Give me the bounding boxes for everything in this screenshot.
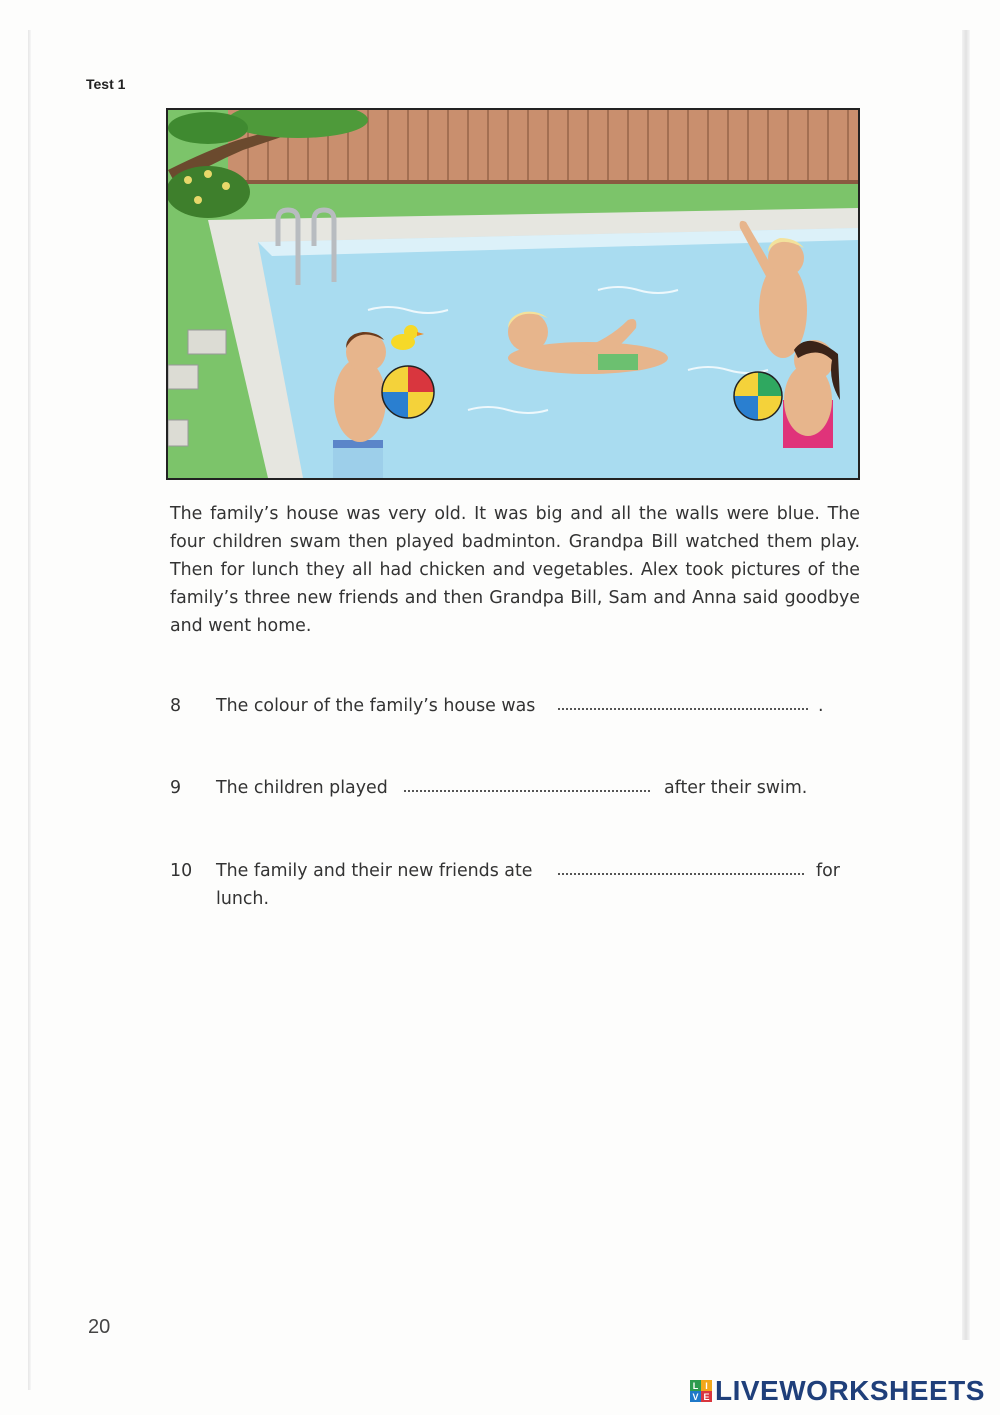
question-10 — [170, 857, 860, 917]
logo-tile: I — [701, 1380, 712, 1391]
page-edge-right — [962, 30, 970, 1340]
answer-blank-9[interactable] — [404, 790, 650, 792]
question-text: The children played — [216, 778, 388, 798]
liveworksheets-brand[interactable] — [690, 1376, 985, 1406]
answer-blank-8[interactable] — [558, 708, 808, 710]
question-after-text: . — [818, 696, 824, 716]
test-label: Test 1 — [86, 76, 126, 92]
question-9 — [170, 774, 860, 804]
question-text: The family and their new friends ate — [216, 861, 533, 881]
logo-tile: V — [690, 1391, 701, 1402]
question-text: The colour of the family’s house was — [216, 696, 536, 716]
question-8 — [170, 692, 860, 722]
question-continuation: lunch. — [216, 889, 269, 909]
question-after-text: after their swim. — [664, 778, 808, 798]
page-number: 20 — [88, 1316, 111, 1338]
reading-passage: The family’s house was very old. It was big and all the walls were blue. The four children swam then played badminton. Grandpa Bill watched them play. Then for lunch they all had chicken and vegetables. Alex took pictures of the family’s three new friends and then Grandpa Bill, Sam and Anna said goodbye and went home. — [170, 504, 860, 636]
question-after-text: for — [816, 861, 840, 881]
question-number: 8 — [170, 696, 182, 716]
answer-blank-10[interactable] — [558, 873, 804, 875]
brand-name: LIVEWORKSHEETS — [715, 1375, 985, 1406]
question-number: 9 — [170, 778, 182, 798]
pool-illustration — [166, 108, 860, 480]
logo-tile: E — [701, 1391, 712, 1402]
question-number: 10 — [170, 861, 193, 881]
page-edge-left — [28, 30, 31, 1390]
liveworksheets-logo-icon — [690, 1380, 712, 1402]
logo-tile: L — [690, 1380, 701, 1391]
